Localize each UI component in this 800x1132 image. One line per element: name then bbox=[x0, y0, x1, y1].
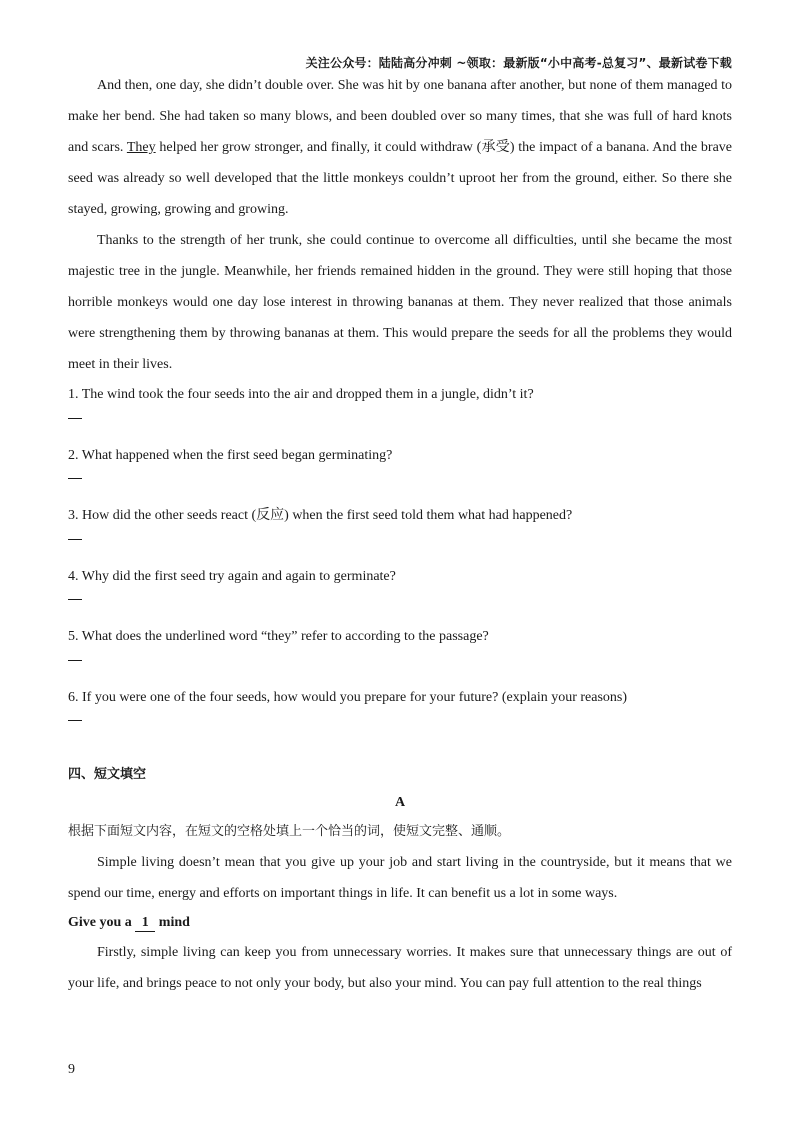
answer-line bbox=[68, 720, 82, 721]
story-paragraph-2: Thanks to the strength of her trunk, she could continue to overcome all difficulties, until she became the most majestic tree in the jungle. Meanwhile, her friends remained hidden in the ground. They were still hoping that those horrible monkeys would one day lose interest in throwing bananas at them. They never realized that those animals were strengthening them by throwing bananas at them. This would prepare the seeds for all the problems they would meet in their lives. bbox=[68, 233, 732, 372]
page-header-banner: 关注公众号：陆陆高分冲刺 ~领取：最新版“小中高考-总复习”、最新试卷下载 bbox=[305, 56, 732, 70]
story-paragraph-1 bbox=[68, 70, 732, 225]
answer-line bbox=[68, 599, 82, 600]
question-4: 4. Why did the first seed try again and again to germinate? bbox=[68, 568, 396, 584]
question-list bbox=[68, 380, 732, 743]
answer-blank-2[interactable] bbox=[68, 471, 732, 501]
passage-intro: Simple living doesn’t mean that you give up your job and start living in the countryside, but it means that we spend our time, energy and efforts on important things in life. It can benefit us a lot in some ways. bbox=[68, 855, 732, 901]
answer-line bbox=[68, 539, 82, 540]
answer-line bbox=[68, 478, 82, 479]
subheading-start: Give you a bbox=[68, 915, 136, 930]
story-paragraph-1-end: helped her grow stronger, and finally, it could withdraw (承受) the impact of a banana. And the brave seed was already so well developed that the little monkeys couldn’t uproot her from the ground, either. So there she stayed, growing, growing and growing. bbox=[68, 140, 732, 217]
answer-line bbox=[68, 418, 82, 419]
underlined-word-they: They bbox=[126, 140, 156, 155]
section-instruction: 根据下面短文内容，在短文的空格处填上一个恰当的词，使短文完整、通顺。 bbox=[68, 824, 511, 839]
answer-blank-4[interactable] bbox=[68, 592, 732, 622]
fill-blank-1[interactable]: 1 bbox=[135, 915, 155, 932]
page-number: 9 bbox=[68, 1062, 75, 1077]
story-paragraph-1-start: And then, one day, she didn’t double over. She was hit by one banana after another, but none of them managed to make her bend. She had taken so many blows, and been doubled over so many times, that she was full of hard knots and scars. bbox=[68, 78, 732, 155]
part-label: A bbox=[394, 795, 406, 810]
question-5: 5. What does the underlined word “they” refer to according to the passage? bbox=[68, 629, 489, 644]
subheading-end: mind bbox=[155, 915, 190, 930]
passage-subheading bbox=[68, 909, 732, 937]
answer-blank-1[interactable] bbox=[68, 411, 732, 441]
question-1: 1. The wind took the four seeds into the air and dropped them in a jungle, didn’t it? bbox=[68, 387, 534, 402]
passage-body: Firstly, simple living can keep you from unnecessary worries. It makes sure that unnecessary things are out of your life, and brings peace to not only your body, but also your mind. You can pay full attention to the real things bbox=[68, 945, 732, 991]
page-content bbox=[68, 70, 732, 999]
answer-blank-5[interactable] bbox=[68, 653, 732, 683]
question-3: 3. How did the other seeds react (反应) when the first seed told them what had happened? bbox=[68, 508, 573, 523]
answer-line bbox=[68, 660, 82, 661]
question-2: 2. What happened when the first seed began germinating? bbox=[68, 447, 393, 463]
section-title: 四、短文填空 bbox=[68, 767, 147, 782]
answer-blank-6[interactable] bbox=[68, 713, 732, 743]
question-6: 6. If you were one of the four seeds, how would you prepare for your future? (explain your reasons) bbox=[68, 689, 628, 705]
answer-blank-3[interactable] bbox=[68, 532, 732, 562]
